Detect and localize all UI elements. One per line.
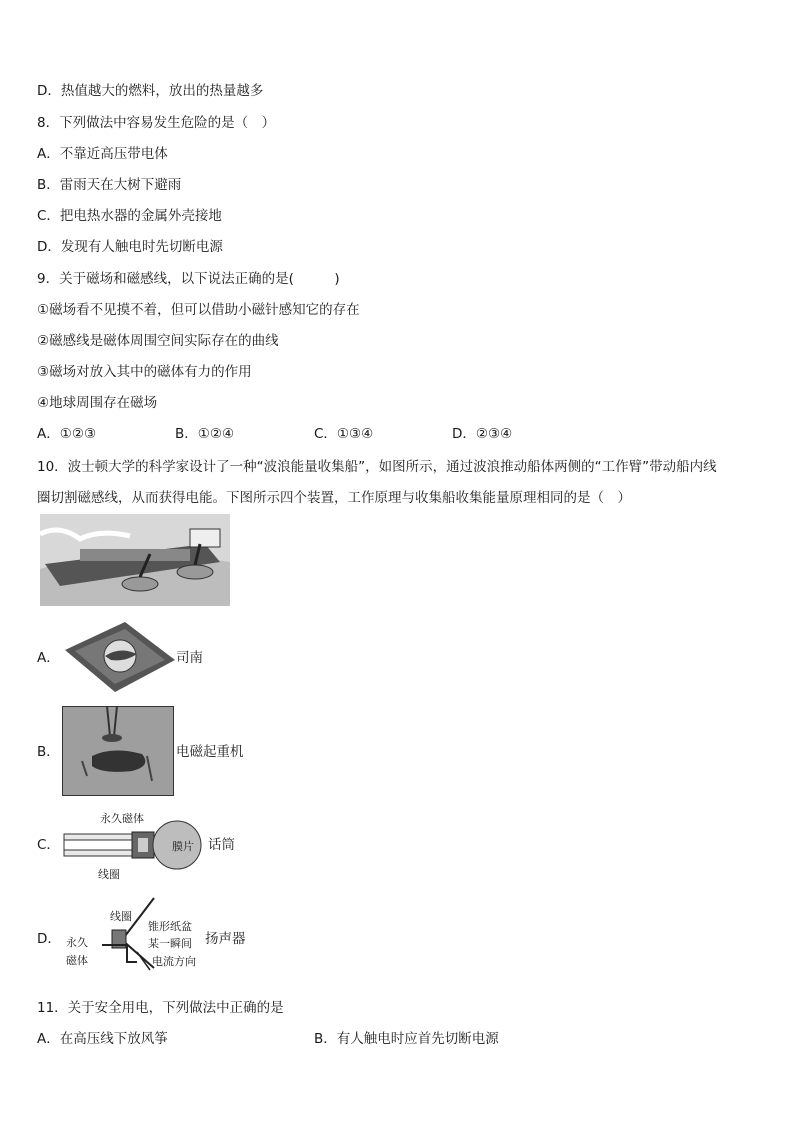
q9-statement-3: ③磁场对放入其中的磁体有力的作用 [37,364,252,380]
q10-option-d-caption: 扬声器 [205,931,246,947]
q7-option-d: D．热值越大的燃料，放出的热量越多 [37,83,264,99]
q10-stem-line1: 10．波士顿大学的科学家设计了一种“波浪能量收集船”，如图所示，通过波浪推动船体两侧的“工作臂”带动船内线 [37,459,717,475]
q9-statement-2: ②磁感线是磁体周围空间实际存在的曲线 [37,333,279,349]
mic-label-permanent-magnet: 永久磁体 [100,812,144,825]
q11-stem: 11．关于安全用电，下列做法中正确的是 [37,1000,284,1016]
q10-option-c-caption: 话筒 [208,837,235,853]
loudspeaker-diagram [62,890,212,972]
q9-choice-b: B．①②④ [175,426,235,442]
speaker-label-instant: 某一瞬间 [148,937,192,950]
q9-stem: 9．关于磁场和磁感线，以下说法正确的是( ) [37,271,340,287]
electromagnetic-crane-image [62,706,174,796]
q10-option-c-letter: C． [37,837,60,853]
speaker-label-cone: 锥形纸盆 [148,920,192,933]
microphone-diagram [62,808,210,884]
q11-option-b: B．有人触电时应首先切断电源 [314,1031,499,1047]
q10-option-a-caption: 司南 [176,650,203,666]
q10-option-d-letter: D． [37,931,61,947]
speaker-label-coil: 线圈 [110,910,132,923]
q10-option-b-letter: B． [37,744,60,760]
q8-stem: 8．下列做法中容易发生危险的是（ ） [37,115,276,131]
mic-label-coil: 线圈 [98,868,120,881]
q9-statement-1: ①磁场看不见摸不着，但可以借助小磁针感知它的存在 [37,302,360,318]
sinan-compass-image [65,620,175,692]
q9-choice-a: A．①②③ [37,426,97,442]
speaker-label-magnet: 磁体 [66,954,88,967]
q8-option-b: B．雷雨天在大树下避雨 [37,177,182,193]
q9-choice-c: C．①③④ [314,426,374,442]
q11-option-a: A．在高压线下放风筝 [37,1031,168,1047]
wave-energy-ship-image [40,514,230,606]
q8-option-c: C．把电热水器的金属外壳接地 [37,208,222,224]
q9-choice-d: D．②③④ [452,426,513,442]
q10-option-a-letter: A． [37,650,60,666]
q8-option-a: A．不靠近高压带电体 [37,146,168,162]
speaker-label-permanent: 永久 [66,936,88,949]
speaker-label-current-direction: 电流方向 [152,955,196,968]
mic-label-diaphragm: 膜片 [172,840,194,853]
q9-statement-4: ④地球周围存在磁场 [37,395,158,411]
q8-option-d: D．发现有人触电时先切断电源 [37,239,223,255]
q10-stem-line2: 圈切割磁感线，从而获得电能。下图所示四个装置，工作原理与收集船收集能量原理相同的是（ ） [37,490,631,506]
q10-option-b-caption: 电磁起重机 [176,744,244,760]
